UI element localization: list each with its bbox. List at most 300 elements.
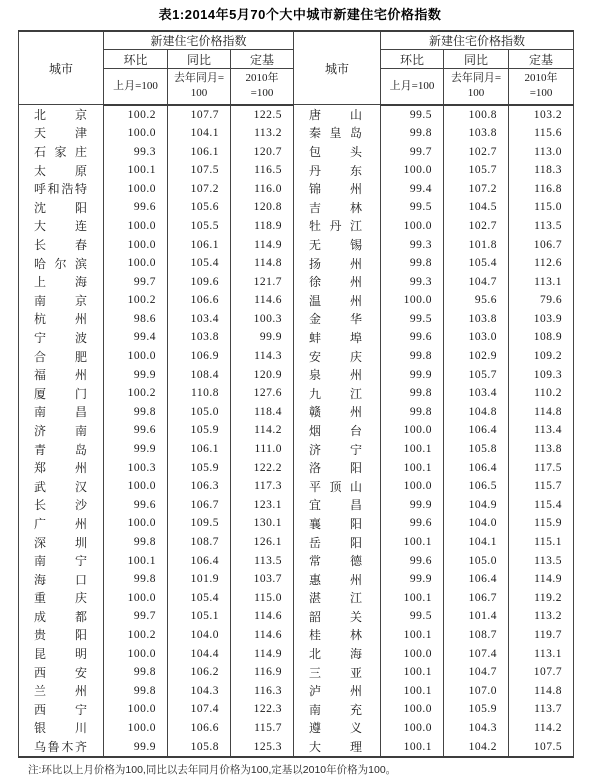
yoy-value-cell: 107.5	[168, 161, 231, 180]
city-cell	[294, 254, 381, 273]
base-value-cell: 115.7	[231, 719, 294, 738]
table-row	[19, 681, 574, 700]
mom-value-cell: 100.1	[381, 533, 444, 552]
city-cell	[19, 477, 104, 496]
base-value-cell: 99.9	[231, 328, 294, 347]
table-row	[19, 440, 574, 459]
yoy-value-cell: 105.6	[168, 198, 231, 217]
base-value-cell: 123.1	[231, 496, 294, 515]
city-name: 北 京	[34, 107, 87, 122]
city-cell	[19, 217, 104, 236]
base-value-cell: 119.7	[509, 626, 574, 645]
index-group-header-right: 新建住宅价格指数	[381, 31, 574, 50]
yoy-value-cell: 104.0	[168, 626, 231, 645]
mom-value-cell: 99.8	[381, 347, 444, 366]
base-value-cell: 127.6	[231, 384, 294, 403]
city-name: 秦 皇 岛	[309, 126, 363, 141]
city-cell	[294, 291, 381, 310]
base-value-cell: 114.8	[509, 681, 574, 700]
base-value-cell: 119.2	[509, 588, 574, 607]
city-name: 昆 明	[34, 647, 87, 662]
city-cell	[294, 533, 381, 552]
table-row	[19, 533, 574, 552]
mom-subheader-left	[104, 69, 168, 105]
yoy-value-cell: 105.7	[444, 365, 509, 384]
city-name: 徐 州	[309, 275, 363, 290]
mom-value-cell: 99.8	[104, 403, 168, 422]
base-value-cell: 114.9	[509, 570, 574, 589]
base-value-cell: 113.4	[509, 421, 574, 440]
base-value-cell: 126.1	[231, 533, 294, 552]
yoy-value-cell: 102.9	[444, 347, 509, 366]
mom-subheader-right	[381, 69, 444, 105]
mom-value-cell: 99.8	[104, 681, 168, 700]
mom-value-cell: 100.1	[381, 681, 444, 700]
city-cell	[19, 328, 104, 347]
table-row	[19, 477, 574, 496]
table-header	[19, 31, 574, 105]
base-value-cell: 113.5	[509, 551, 574, 570]
yoy-value-cell: 106.4	[168, 551, 231, 570]
city-cell	[294, 217, 381, 236]
yoy-value-cell: 103.8	[444, 124, 509, 143]
base-value-cell: 103.2	[509, 105, 574, 124]
base-value-cell: 115.0	[231, 588, 294, 607]
yoy-value-cell: 106.4	[444, 421, 509, 440]
base-value-cell: 114.9	[231, 644, 294, 663]
city-name: 丹 东	[309, 163, 363, 178]
city-cell	[19, 105, 104, 124]
yoy-value-cell: 104.1	[168, 124, 231, 143]
city-name: 深 圳	[34, 535, 87, 550]
mom-value-cell: 100.0	[104, 179, 168, 198]
table-row	[19, 626, 574, 645]
base-value-cell: 114.6	[231, 291, 294, 310]
yoy-value-cell: 108.7	[444, 626, 509, 645]
city-name: 平 顶 山	[309, 479, 363, 494]
base-subheader-left	[231, 69, 294, 105]
yoy-value-cell: 107.4	[168, 700, 231, 719]
base-value-cell: 118.3	[509, 161, 574, 180]
yoy-value-cell: 103.4	[168, 310, 231, 329]
mom-column-header-right: 环比	[381, 50, 444, 69]
yoy-value-cell: 105.1	[168, 607, 231, 626]
base-value-cell: 111.0	[231, 440, 294, 459]
yoy-value-cell: 105.7	[444, 161, 509, 180]
city-cell	[19, 310, 104, 329]
yoy-value-cell: 108.7	[168, 533, 231, 552]
city-name: 兰 州	[34, 684, 87, 699]
city-cell	[19, 384, 104, 403]
mom-value-cell: 100.0	[381, 421, 444, 440]
city-name: 吉 林	[309, 200, 363, 215]
base-subheader-line2: =100	[529, 87, 553, 100]
base-value-cell: 108.9	[509, 328, 574, 347]
city-name: 安 庆	[309, 349, 363, 364]
city-name: 赣 州	[309, 405, 363, 420]
mom-value-cell: 98.6	[104, 310, 168, 329]
yoy-value-cell: 105.9	[168, 421, 231, 440]
city-cell	[294, 551, 381, 570]
city-name: 长 沙	[34, 498, 87, 513]
city-cell	[294, 607, 381, 626]
mom-value-cell: 99.6	[381, 551, 444, 570]
city-cell	[294, 496, 381, 515]
city-cell	[19, 254, 104, 273]
table-row	[19, 570, 574, 589]
yoy-value-cell: 105.4	[168, 588, 231, 607]
table-row	[19, 254, 574, 273]
base-value-cell: 125.3	[231, 737, 294, 757]
city-name: 厦 门	[34, 386, 87, 401]
city-name: 惠 州	[309, 572, 363, 587]
city-name: 成 都	[34, 609, 87, 624]
base-value-cell: 113.2	[509, 607, 574, 626]
base-value-cell: 122.5	[231, 105, 294, 124]
mom-value-cell: 99.7	[104, 607, 168, 626]
base-value-cell: 114.2	[231, 421, 294, 440]
table-row	[19, 105, 574, 124]
city-cell	[294, 142, 381, 161]
table-row	[19, 607, 574, 626]
city-name: 襄 阳	[309, 516, 363, 531]
city-name: 包 头	[309, 145, 363, 160]
city-name: 泸 州	[309, 684, 363, 699]
city-name: 重 庆	[34, 591, 87, 606]
mom-value-cell: 100.0	[381, 477, 444, 496]
city-name: 济 南	[34, 423, 87, 438]
base-value-cell: 113.1	[509, 272, 574, 291]
city-cell	[294, 272, 381, 291]
base-value-cell: 117.3	[231, 477, 294, 496]
mom-value-cell: 99.6	[104, 198, 168, 217]
mom-value-cell: 99.9	[381, 496, 444, 515]
table-row	[19, 458, 574, 477]
base-value-cell: 116.0	[231, 179, 294, 198]
city-name: 三 亚	[309, 665, 363, 680]
mom-value-cell: 99.7	[104, 272, 168, 291]
city-name: 烟 台	[309, 423, 363, 438]
city-cell	[19, 347, 104, 366]
mom-value-cell: 100.0	[104, 124, 168, 143]
city-cell	[19, 198, 104, 217]
city-cell	[294, 235, 381, 254]
city-cell	[294, 161, 381, 180]
mom-value-cell: 99.8	[104, 533, 168, 552]
base-value-cell: 116.8	[509, 179, 574, 198]
yoy-value-cell: 106.6	[168, 291, 231, 310]
city-name: 蚌 埠	[309, 330, 363, 345]
mom-value-cell: 100.0	[381, 644, 444, 663]
yoy-value-cell: 107.4	[444, 644, 509, 663]
base-value-cell: 115.1	[509, 533, 574, 552]
table-row	[19, 272, 574, 291]
base-value-cell: 122.2	[231, 458, 294, 477]
city-cell	[294, 477, 381, 496]
yoy-subheader-left	[168, 69, 231, 105]
mom-subheader-text: 上月=100	[389, 79, 435, 92]
base-value-cell: 103.9	[509, 310, 574, 329]
yoy-value-cell: 104.1	[444, 533, 509, 552]
city-cell	[19, 663, 104, 682]
city-cell	[19, 272, 104, 291]
base-value-cell: 113.5	[509, 217, 574, 236]
table-row	[19, 700, 574, 719]
yoy-value-cell: 106.7	[168, 496, 231, 515]
price-index-table	[18, 30, 574, 758]
city-cell	[294, 570, 381, 589]
yoy-value-cell: 105.5	[168, 217, 231, 236]
mom-value-cell: 100.0	[381, 700, 444, 719]
yoy-value-cell: 105.0	[168, 403, 231, 422]
mom-value-cell: 99.8	[381, 254, 444, 273]
base-value-cell: 120.9	[231, 365, 294, 384]
mom-value-cell: 99.5	[381, 198, 444, 217]
table-row	[19, 179, 574, 198]
city-cell	[19, 700, 104, 719]
yoy-subheader-line2: 100	[467, 87, 485, 100]
mom-value-cell: 100.0	[104, 514, 168, 533]
base-subheader-line1: 2010年	[524, 72, 558, 85]
city-cell	[294, 663, 381, 682]
mom-value-cell: 99.6	[104, 421, 168, 440]
city-cell	[19, 644, 104, 663]
yoy-value-cell: 104.7	[444, 272, 509, 291]
base-value-cell: 115.0	[509, 198, 574, 217]
city-name: 广 州	[34, 516, 87, 531]
mom-value-cell: 99.8	[381, 403, 444, 422]
city-cell	[294, 588, 381, 607]
yoy-value-cell: 106.5	[444, 477, 509, 496]
mom-value-cell: 99.8	[381, 384, 444, 403]
yoy-value-cell: 106.1	[168, 142, 231, 161]
yoy-value-cell: 110.8	[168, 384, 231, 403]
mom-value-cell: 99.9	[104, 440, 168, 459]
base-value-cell: 113.5	[231, 551, 294, 570]
city-name: 金 华	[309, 312, 363, 327]
base-value-cell: 116.3	[231, 681, 294, 700]
table-row	[19, 496, 574, 515]
base-value-cell: 115.4	[509, 496, 574, 515]
city-name: 南 充	[309, 702, 363, 717]
table-row	[19, 217, 574, 236]
base-value-cell: 130.1	[231, 514, 294, 533]
mom-value-cell: 99.4	[381, 179, 444, 198]
yoy-value-cell: 95.6	[444, 291, 509, 310]
city-name: 天 津	[34, 126, 87, 141]
city-name: 韶 关	[309, 609, 363, 624]
mom-value-cell: 100.0	[104, 588, 168, 607]
city-cell	[19, 626, 104, 645]
city-column-header-left: 城市	[19, 31, 104, 105]
mom-value-cell: 100.0	[104, 217, 168, 236]
city-name: 太 原	[34, 163, 87, 178]
mom-column-header-left: 环比	[104, 50, 168, 69]
mom-value-cell: 99.9	[104, 737, 168, 757]
base-value-cell: 113.1	[509, 644, 574, 663]
yoy-value-cell: 106.1	[168, 235, 231, 254]
base-value-cell: 116.9	[231, 663, 294, 682]
base-value-cell: 112.6	[509, 254, 574, 273]
city-name: 唐 山	[309, 107, 363, 122]
city-name: 南 昌	[34, 405, 87, 420]
city-cell	[294, 737, 381, 757]
mom-value-cell: 99.7	[381, 142, 444, 161]
city-cell	[19, 551, 104, 570]
base-value-cell: 113.2	[231, 124, 294, 143]
base-value-cell: 79.6	[509, 291, 574, 310]
city-cell	[294, 440, 381, 459]
base-subheader-line1: 2010年	[245, 72, 279, 85]
base-value-cell: 114.8	[231, 254, 294, 273]
mom-value-cell: 99.9	[381, 570, 444, 589]
city-name: 泉 州	[309, 368, 363, 383]
yoy-value-cell: 109.6	[168, 272, 231, 291]
yoy-value-cell: 104.8	[444, 403, 509, 422]
table-body	[19, 105, 574, 758]
yoy-value-cell: 101.8	[444, 235, 509, 254]
city-name: 北 海	[309, 647, 363, 662]
city-cell	[294, 179, 381, 198]
city-cell	[294, 700, 381, 719]
yoy-value-cell: 108.4	[168, 365, 231, 384]
city-name: 常 德	[309, 554, 363, 569]
yoy-value-cell: 106.1	[168, 440, 231, 459]
base-value-cell: 109.3	[509, 365, 574, 384]
table-row	[19, 384, 574, 403]
yoy-value-cell: 103.8	[444, 310, 509, 329]
city-name: 杭 州	[34, 312, 87, 327]
mom-value-cell: 99.5	[381, 105, 444, 124]
yoy-subheader-line2: 100	[190, 87, 208, 100]
base-value-cell: 107.5	[509, 737, 574, 757]
mom-value-cell: 99.4	[104, 328, 168, 347]
base-value-cell: 106.7	[509, 235, 574, 254]
city-name: 福 州	[34, 368, 87, 383]
city-name: 西 安	[34, 665, 87, 680]
yoy-value-cell: 100.8	[444, 105, 509, 124]
table-row	[19, 142, 574, 161]
base-value-cell: 114.6	[231, 626, 294, 645]
yoy-value-cell: 103.4	[444, 384, 509, 403]
city-name: 湛 江	[309, 591, 363, 606]
yoy-value-cell: 107.0	[444, 681, 509, 700]
mom-value-cell: 100.3	[104, 458, 168, 477]
city-cell	[19, 365, 104, 384]
yoy-value-cell: 106.6	[168, 719, 231, 738]
base-value-cell: 116.5	[231, 161, 294, 180]
table-row	[19, 403, 574, 422]
base-value-cell: 114.9	[231, 235, 294, 254]
mom-value-cell: 100.2	[104, 626, 168, 645]
city-name: 大 连	[34, 219, 87, 234]
base-value-cell: 121.7	[231, 272, 294, 291]
city-cell	[294, 347, 381, 366]
yoy-value-cell: 104.4	[168, 644, 231, 663]
base-value-cell: 122.3	[231, 700, 294, 719]
table-row	[19, 198, 574, 217]
base-value-cell: 114.8	[509, 403, 574, 422]
city-cell	[294, 626, 381, 645]
mom-value-cell: 100.1	[104, 161, 168, 180]
yoy-value-cell: 105.0	[444, 551, 509, 570]
mom-value-cell: 99.3	[381, 235, 444, 254]
yoy-column-header-right: 同比	[444, 50, 509, 69]
yoy-value-cell: 105.4	[444, 254, 509, 273]
mom-value-cell: 100.0	[104, 235, 168, 254]
city-cell	[19, 514, 104, 533]
city-cell	[294, 328, 381, 347]
city-name: 沈 阳	[34, 200, 87, 215]
city-name: 乌 鲁 木 齐	[34, 740, 87, 755]
city-name: 银 川	[34, 721, 87, 736]
table-row	[19, 124, 574, 143]
mom-value-cell: 99.8	[104, 570, 168, 589]
mom-value-cell: 99.6	[381, 514, 444, 533]
city-cell	[19, 440, 104, 459]
city-name: 济 宁	[309, 442, 363, 457]
base-value-cell: 118.4	[231, 403, 294, 422]
city-name: 西 宁	[34, 702, 87, 717]
mom-value-cell: 100.0	[104, 719, 168, 738]
city-column-header-right: 城市	[294, 31, 381, 105]
city-cell	[19, 291, 104, 310]
mom-value-cell: 100.2	[104, 105, 168, 124]
city-cell	[19, 607, 104, 626]
mom-value-cell: 99.9	[381, 365, 444, 384]
base-value-cell: 120.8	[231, 198, 294, 217]
city-name: 南 宁	[34, 554, 87, 569]
city-cell	[294, 310, 381, 329]
city-name: 无 锡	[309, 238, 363, 252]
footnote: 注:环比以上月价格为100,同比以去年同月价格为100,定基以2010年价格为100。	[28, 764, 397, 776]
yoy-value-cell: 106.4	[444, 570, 509, 589]
yoy-value-cell: 105.9	[444, 700, 509, 719]
mom-value-cell: 100.1	[381, 737, 444, 757]
city-name: 石 家 庄	[34, 145, 87, 160]
mom-value-cell: 100.0	[381, 291, 444, 310]
base-value-cell: 115.9	[509, 514, 574, 533]
table-row	[19, 588, 574, 607]
yoy-subheader-line1: 去年同月=	[173, 72, 225, 85]
mom-value-cell: 100.0	[381, 161, 444, 180]
table-row	[19, 663, 574, 682]
city-cell	[19, 570, 104, 589]
base-subheader-right	[509, 69, 574, 105]
city-cell	[19, 179, 104, 198]
yoy-value-cell: 106.9	[168, 347, 231, 366]
city-cell	[19, 737, 104, 757]
mom-value-cell: 99.5	[381, 607, 444, 626]
city-name: 扬 州	[309, 256, 363, 271]
city-cell	[19, 421, 104, 440]
yoy-value-cell: 102.7	[444, 142, 509, 161]
base-value-cell: 118.9	[231, 217, 294, 236]
mom-subheader-text: 上月=100	[113, 79, 158, 92]
yoy-value-cell: 107.2	[444, 179, 509, 198]
city-name: 海 口	[34, 572, 87, 587]
mom-value-cell: 99.9	[104, 365, 168, 384]
table-row	[19, 514, 574, 533]
city-cell	[294, 681, 381, 700]
mom-value-cell: 99.8	[104, 663, 168, 682]
mom-value-cell: 100.0	[104, 700, 168, 719]
city-cell	[294, 514, 381, 533]
mom-value-cell: 100.1	[104, 551, 168, 570]
city-cell	[19, 235, 104, 254]
yoy-value-cell: 106.2	[168, 663, 231, 682]
city-name: 青 岛	[34, 442, 87, 457]
